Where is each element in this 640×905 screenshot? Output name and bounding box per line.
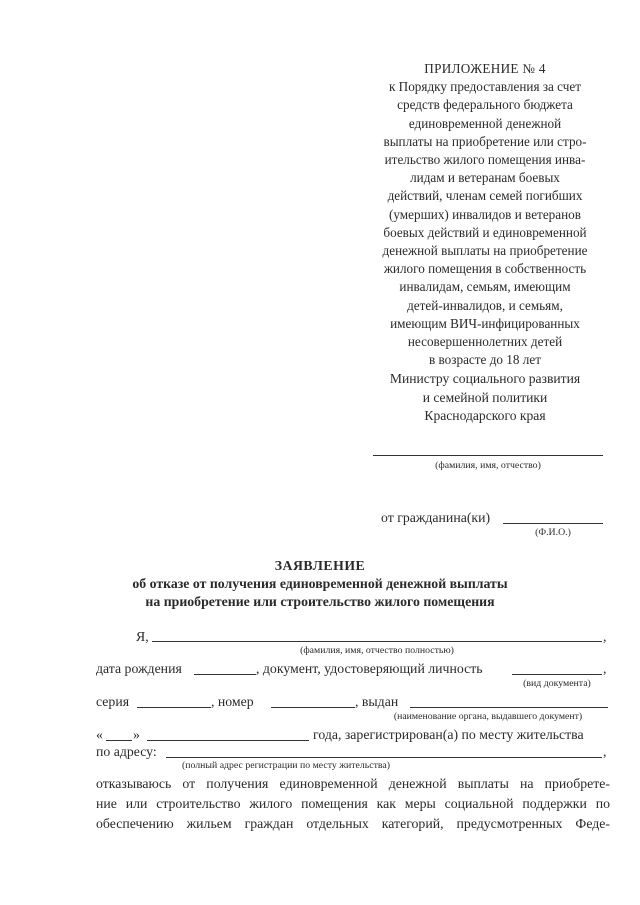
- annex-line: ительство жилого помещения инва-: [384, 152, 586, 168]
- annex-line: в возрасте до 18 лет: [429, 352, 541, 368]
- full-name-field[interactable]: [152, 641, 602, 642]
- series-field[interactable]: [137, 707, 211, 708]
- number-field[interactable]: [271, 707, 355, 708]
- annex-line: боевых действий и единовременной: [383, 224, 587, 240]
- from-name-field[interactable]: [503, 523, 603, 524]
- doc-label: , документ, удостоверяющий личность: [256, 661, 483, 676]
- addressee-block: [345, 370, 625, 426]
- statement-subtitle: на приобретение или строительство жилого помещения: [145, 594, 495, 609]
- annex-line: жилого помещения в собственность: [383, 261, 587, 277]
- dob-label: дата рождения: [96, 661, 182, 676]
- series-label: серия: [96, 694, 130, 709]
- body-text-line: обеспечению жильем граждан отдельных категорий, предусмотренных Феде-: [96, 816, 610, 831]
- month-year-field[interactable]: [147, 740, 309, 741]
- address-label: по адресу:: [96, 744, 157, 759]
- address-field[interactable]: [166, 757, 602, 758]
- quote-open: «: [96, 727, 103, 742]
- from-label: от гражданина(ки): [381, 510, 491, 525]
- comma: ,: [603, 744, 607, 759]
- address-caption: (полный адрес регистрации по месту жительства): [182, 760, 390, 771]
- annex-line: имеющим ВИЧ-инфицированных: [390, 315, 580, 331]
- dob-field[interactable]: [194, 674, 256, 675]
- addressee-name-field[interactable]: [373, 455, 603, 456]
- i-label: Я,: [136, 629, 149, 644]
- issuer-caption: (наименование органа, выдавшего документ): [393, 711, 583, 722]
- statement-subtitle: об отказе от получения единовременной денежной выплаты: [132, 576, 508, 591]
- annex-title: ПРИЛОЖЕНИЕ № 4: [424, 61, 546, 76]
- annex-line: единовременной денежной: [408, 115, 562, 131]
- day-field[interactable]: [106, 740, 132, 741]
- year-label: года, зарегистрирован(а) по месту жительства: [313, 727, 584, 742]
- annex-line: выплаты на приобретение или стро-: [383, 133, 587, 149]
- comma: ,: [603, 629, 607, 644]
- comma: ,: [603, 661, 607, 676]
- annex-line: действий, членам семей погибших: [387, 188, 583, 204]
- issuer-field[interactable]: [410, 707, 608, 708]
- annex-line: несовершеннолетних детей: [407, 334, 563, 350]
- full-name-caption: (фамилия, имя, отчество полностью): [300, 645, 454, 656]
- from-name-caption: (Ф.И.О.): [535, 527, 571, 538]
- addressee-line: и семейной политики: [422, 389, 548, 405]
- number-label: , номер: [211, 694, 254, 709]
- annex-line: средств федерального бюджета: [397, 97, 573, 113]
- annex-line: лидам и ветеранам боевых: [410, 170, 560, 186]
- doc-type-caption: (вид документа): [523, 678, 591, 689]
- annex-block: [345, 60, 625, 369]
- annex-line: к Порядку предоставления за счет: [388, 79, 582, 95]
- body-text-line: отказываюсь от получения единовременной денежной выплаты на приобрете-: [96, 776, 610, 791]
- annex-line: (умерших) инвалидов и ветеранов: [389, 206, 581, 222]
- annex-line: детей-инвалидов, и семьям,: [407, 297, 563, 313]
- addressee-line: Министру социального развития: [389, 371, 581, 386]
- issued-label: , выдан: [355, 694, 399, 709]
- addressee-line: Краснодарского края: [424, 408, 546, 423]
- statement-title: ЗАЯВЛЕНИЕ: [274, 558, 366, 573]
- body-text-line: ние или строительство жилого помещения как меры социальной поддержки по: [96, 796, 610, 811]
- quote-close: »: [133, 727, 140, 742]
- doc-type-field[interactable]: [512, 674, 602, 675]
- annex-line: денежной выплаты на приобретение: [382, 243, 588, 259]
- addressee-name-caption: (фамилия, имя, отчество): [435, 460, 541, 471]
- annex-line: инвалидам, семьям, имеющим: [399, 279, 571, 295]
